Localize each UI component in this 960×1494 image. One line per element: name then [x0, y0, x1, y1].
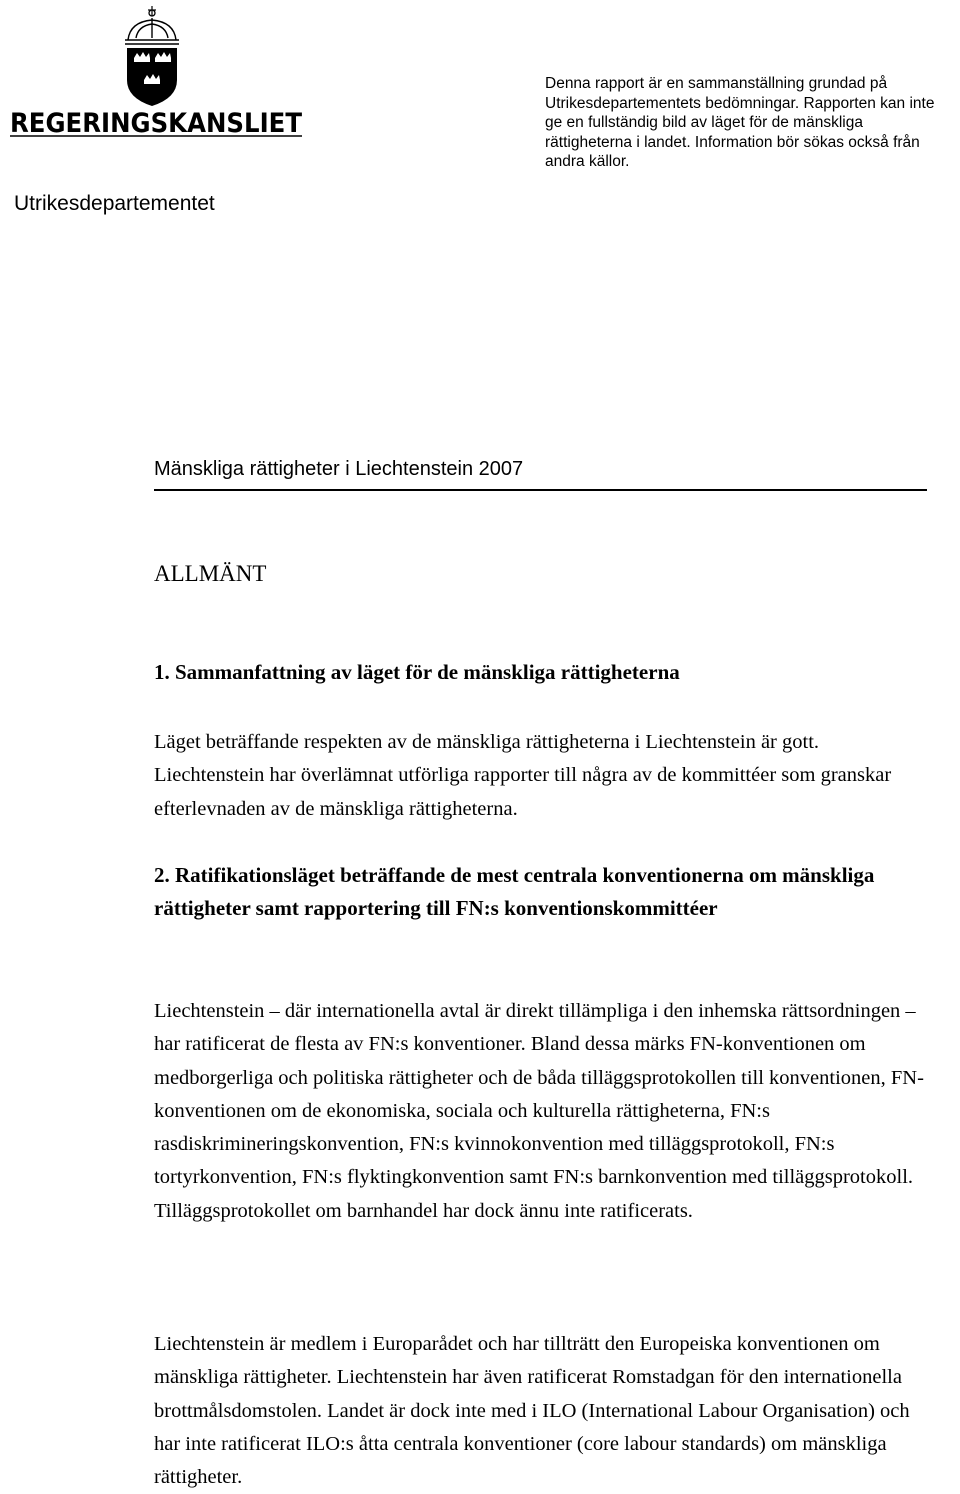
logo-wordmark: REGERINGSKANSLIET [10, 108, 303, 139]
paragraph-council-of-europe: Liechtenstein är medlem i Europarådet och har tillträtt den Europeiska konventionen om mänskliga rättigheter. Liechtenstein har även ratificerat Romstadgan för den internationella brottmålsdomstolen. Landet är dock inte med i ILO (International Labour Organisation) och har inte ratificerat ILO:s åtta centrala konventioner (core labour standards) om mänskliga rättigheter. [154, 1333, 910, 1489]
section-label: ALLMÄNT [154, 561, 267, 586]
crown-three-crowns-shield-emblem-icon [4, 2, 308, 140]
document-title: Mänskliga rättigheter i Liechtenstein 2007 [154, 458, 927, 491]
paragraph-summary: Läget beträffande respekten av de mänskliga rättigheterna i Liechtenstein är gott. Liechtenstein har överlämnat utförliga rapporter till några av de kommittéer som granskar efterlevnaden av de mänskliga rättigheterna. [154, 731, 892, 820]
regeringskansliet-logo [4, 2, 308, 140]
heading-summary: 1. Sammanfattning av läget för de mänskliga rättigheterna [154, 660, 680, 684]
department-name: Utrikesdepartementet [14, 192, 215, 215]
paragraph-ratification: Liechtenstein – där internationella avtal är direkt tillämpliga i den inhemska rättsordningen – har ratificerat de flesta av FN:s konventioner. Bland dessa märks FN-konventionen om medborgerliga och politiska rättigheter och de båda tilläggsprotokollen till konventionen, FN-konventionen om de ekonomiska, sociala och kulturella rättigheterna, FN:s rasdiskrimineringskonvention, FN:s kvinnokonvention med tilläggsprotokoll, FN:s tortyrkonvention, FN:s flyktingkonvention samt FN:s barnkonvention med tilläggsprotokoll. Tilläggsprotokollet om barnhandel har dock ännu inte ratificerats. [154, 1000, 924, 1222]
heading-ratification: 2. Ratifikationsläget beträffande de mest centrala konventionerna om mänskliga rättigheter samt rapportering till FN:s konventionskommittéer [154, 863, 875, 921]
disclaimer-text: Denna rapport är en sammanställning grundad på Utrikesdepartementets bedömningar. Rapporten kan inte ge en fullständig bild av läget för de mänskliga rättigheterna i landet. Information bör sökas också från andra källor. [545, 75, 935, 170]
